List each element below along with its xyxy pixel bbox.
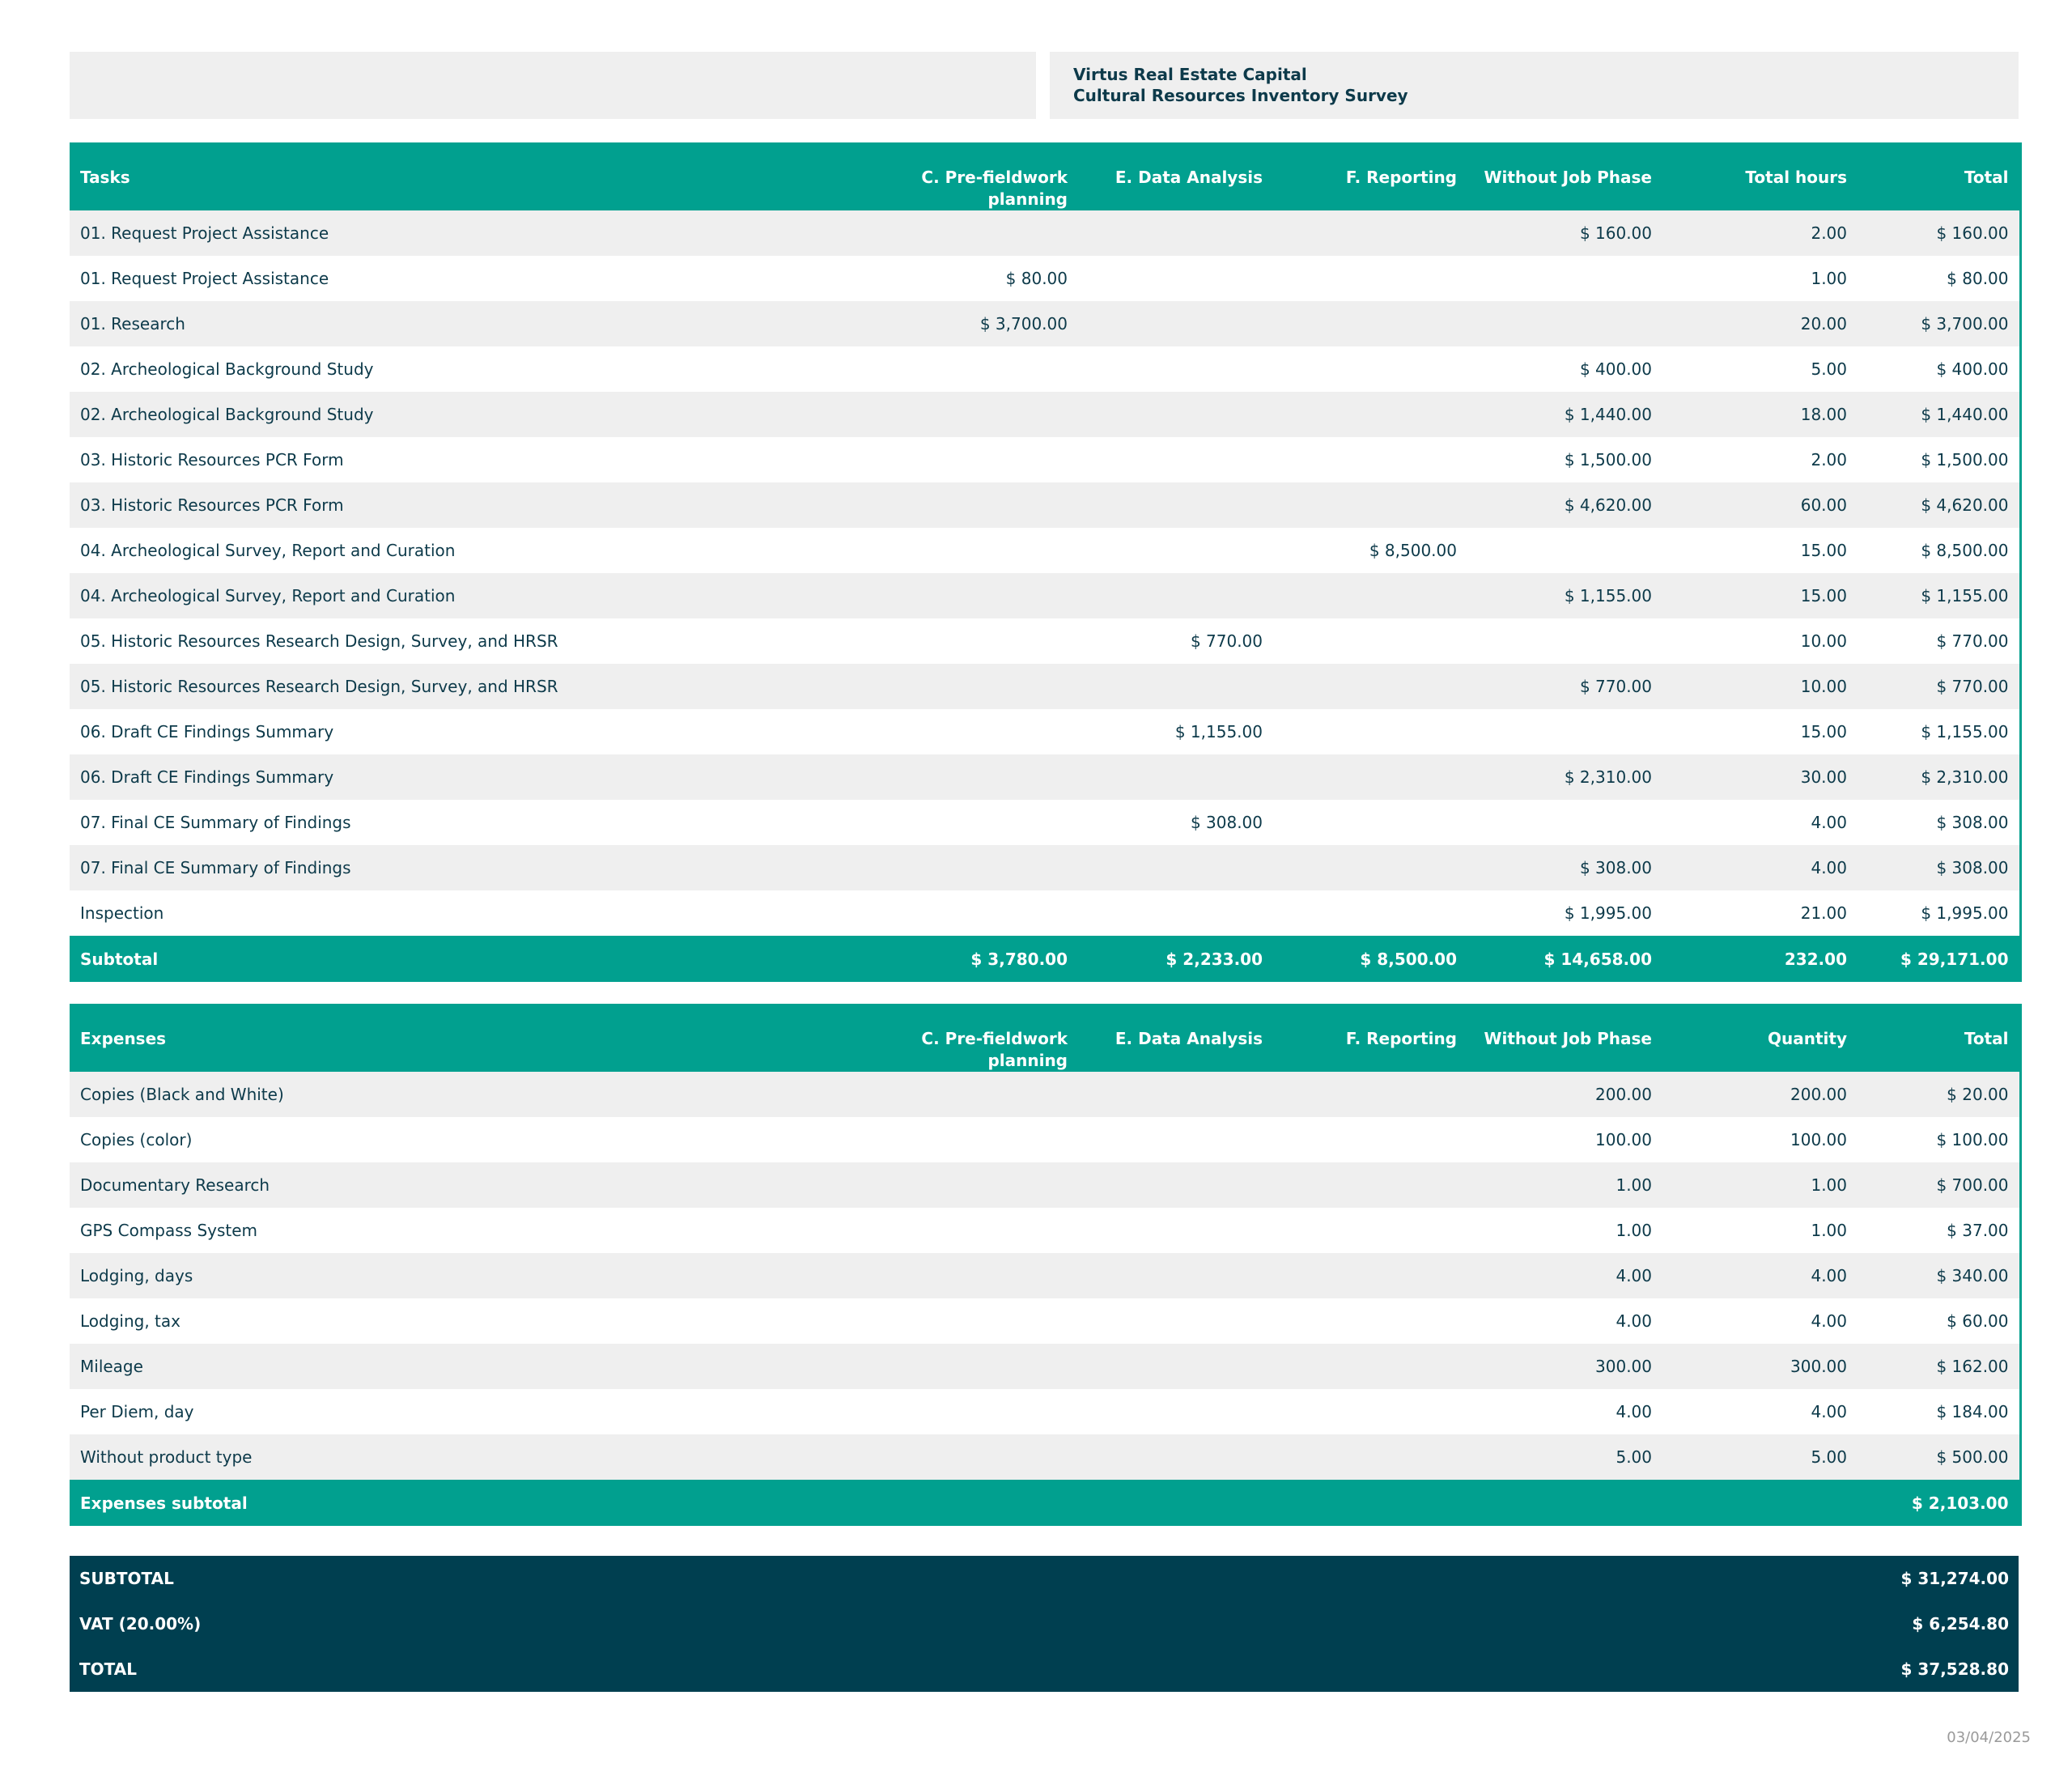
expense-value-cell: 4.00 bbox=[1811, 1402, 1847, 1421]
task-value-cell bbox=[884, 573, 1078, 618]
task-value-cell bbox=[1467, 301, 1662, 346]
task-name-cell: 04. Archeological Survey, Report and Curation bbox=[80, 586, 456, 605]
task-value-cell bbox=[1273, 800, 1467, 845]
task-value-cell: $ 3,700.00 bbox=[1858, 301, 2020, 346]
tasks-header-row bbox=[70, 142, 2020, 210]
expense-value-cell bbox=[1273, 1208, 1467, 1253]
expense-value-cell bbox=[1078, 1253, 1273, 1298]
expenses-table bbox=[70, 1004, 2022, 1526]
expense-value-cell bbox=[884, 1253, 1078, 1298]
task-value-cell bbox=[884, 890, 1078, 936]
expense-name-cell: Without product type bbox=[80, 1447, 253, 1467]
task-name-cell: 03. Historic Resources PCR Form bbox=[80, 495, 344, 515]
task-value-cell: 4.00 bbox=[1811, 858, 1847, 877]
expense-row bbox=[70, 1162, 2020, 1208]
task-value-cell bbox=[884, 528, 1078, 573]
expense-value-cell bbox=[884, 1072, 1078, 1117]
expense-value-cell bbox=[1273, 1162, 1467, 1208]
expense-value-cell bbox=[884, 1162, 1078, 1208]
task-row bbox=[70, 482, 2020, 528]
task-name-cell: Inspection bbox=[80, 903, 164, 923]
expense-value-cell: 4.00 bbox=[1811, 1311, 1847, 1331]
expense-value-cell: 200.00 bbox=[1595, 1085, 1652, 1104]
expense-name-cell: Documentary Research bbox=[80, 1175, 270, 1195]
task-value-cell: $ 160.00 bbox=[1579, 223, 1652, 243]
task-value-cell: $ 1,155.00 bbox=[1564, 586, 1652, 605]
task-row bbox=[70, 301, 2020, 346]
task-value-cell bbox=[884, 664, 1078, 709]
expense-name-cell: Lodging, days bbox=[80, 1266, 193, 1285]
expense-column-header: C. Pre-fieldwork planning bbox=[921, 1029, 1068, 1070]
expense-column-header: F. Reporting bbox=[1345, 1029, 1457, 1048]
task-value-cell: $ 1,500.00 bbox=[1564, 450, 1652, 469]
expense-row bbox=[70, 1253, 2020, 1298]
expenses-body bbox=[70, 1072, 2020, 1480]
expense-column-header: Total bbox=[1858, 1004, 2020, 1072]
task-value-cell bbox=[884, 709, 1078, 754]
expense-row bbox=[70, 1389, 2020, 1434]
task-name-cell: 07. Final CE Summary of Findings bbox=[80, 813, 351, 832]
task-value-cell bbox=[1467, 256, 1662, 301]
expense-row bbox=[70, 1208, 2020, 1253]
task-value-cell: 2.00 bbox=[1811, 223, 1847, 243]
expense-value-cell bbox=[884, 1208, 1078, 1253]
task-value-cell bbox=[884, 618, 1078, 664]
task-column-header: Total hours bbox=[1745, 168, 1847, 187]
expense-value-cell bbox=[884, 1344, 1078, 1389]
task-value-cell: $ 2,310.00 bbox=[1858, 754, 2020, 800]
task-value-cell: $ 1,155.00 bbox=[1174, 722, 1263, 741]
expense-value-cell bbox=[884, 1298, 1078, 1344]
task-value-cell bbox=[884, 800, 1078, 845]
expense-value-cell: 4.00 bbox=[1616, 1311, 1652, 1331]
task-value-cell: $ 308.00 bbox=[1579, 858, 1652, 877]
task-column-header: E. Data Analysis bbox=[1115, 168, 1263, 187]
task-value-cell: 60.00 bbox=[1800, 495, 1847, 515]
task-row bbox=[70, 392, 2020, 437]
task-subtotal-cell: $ 29,171.00 bbox=[1858, 936, 2020, 982]
total-label: TOTAL bbox=[79, 1659, 137, 1679]
tasks-subtotal-row bbox=[70, 936, 2020, 982]
task-value-cell bbox=[1273, 301, 1467, 346]
task-value-cell bbox=[1273, 256, 1467, 301]
task-value-cell: $ 1,155.00 bbox=[1858, 709, 2020, 754]
task-row bbox=[70, 754, 2020, 800]
expense-value-cell: 100.00 bbox=[1790, 1130, 1847, 1149]
task-value-cell bbox=[1078, 210, 1273, 256]
expense-value-cell bbox=[1078, 1298, 1273, 1344]
task-value-cell: 4.00 bbox=[1811, 813, 1847, 832]
task-value-cell bbox=[1078, 301, 1273, 346]
vat-value: $ 6,254.80 bbox=[1912, 1614, 2009, 1634]
task-value-cell: 20.00 bbox=[1800, 314, 1847, 334]
task-value-cell: $ 2,310.00 bbox=[1564, 767, 1652, 787]
task-column-header: F. Reporting bbox=[1345, 168, 1457, 187]
task-row bbox=[70, 890, 2020, 936]
expense-value-cell bbox=[1078, 1072, 1273, 1117]
task-row bbox=[70, 346, 2020, 392]
task-value-cell: 10.00 bbox=[1800, 677, 1847, 696]
expense-name-cell: Copies (Black and White) bbox=[80, 1085, 284, 1104]
expense-value-cell bbox=[1078, 1117, 1273, 1162]
task-subtotal-cell: $ 2,233.00 bbox=[1166, 949, 1263, 969]
expenses-subtotal-row bbox=[70, 1480, 2020, 1526]
expense-value-cell: 4.00 bbox=[1811, 1266, 1847, 1285]
expense-column-header: Expenses bbox=[80, 1029, 167, 1048]
task-value-cell bbox=[1078, 754, 1273, 800]
task-value-cell bbox=[1078, 528, 1273, 573]
expense-value-cell: 300.00 bbox=[1595, 1357, 1652, 1376]
project-info-box bbox=[1050, 52, 2019, 119]
task-value-cell bbox=[1273, 346, 1467, 392]
task-value-cell: $ 400.00 bbox=[1858, 346, 2020, 392]
task-value-cell bbox=[1273, 754, 1467, 800]
task-name-cell: 06. Draft CE Findings Summary bbox=[80, 767, 334, 787]
task-value-cell bbox=[1273, 210, 1467, 256]
expense-subtotal-cell bbox=[1273, 1480, 1467, 1526]
task-value-cell: 1.00 bbox=[1811, 269, 1847, 288]
task-value-cell: $ 1,155.00 bbox=[1858, 573, 2020, 618]
task-value-cell: $ 1,440.00 bbox=[1858, 392, 2020, 437]
task-value-cell: 15.00 bbox=[1800, 541, 1847, 560]
task-value-cell bbox=[884, 392, 1078, 437]
task-value-cell: $ 80.00 bbox=[1005, 269, 1068, 288]
expense-value-cell bbox=[1273, 1253, 1467, 1298]
task-row bbox=[70, 664, 2020, 709]
expense-name-cell: Mileage bbox=[80, 1357, 143, 1376]
expense-value-cell: $ 100.00 bbox=[1858, 1117, 2020, 1162]
expense-subtotal-label: Expenses subtotal bbox=[80, 1493, 248, 1513]
expense-value-cell: 1.00 bbox=[1616, 1221, 1652, 1240]
task-value-cell bbox=[1273, 392, 1467, 437]
grand-subtotal-label: SUBTOTAL bbox=[79, 1569, 174, 1588]
expense-value-cell bbox=[1078, 1162, 1273, 1208]
task-row bbox=[70, 709, 2020, 754]
grand-totals bbox=[70, 1556, 2019, 1692]
task-name-cell: 04. Archeological Survey, Report and Curation bbox=[80, 541, 456, 560]
task-value-cell: $ 308.00 bbox=[1858, 800, 2020, 845]
expense-value-cell: 1.00 bbox=[1811, 1221, 1847, 1240]
expense-row bbox=[70, 1344, 2020, 1389]
expense-value-cell: $ 700.00 bbox=[1858, 1162, 2020, 1208]
expense-value-cell: $ 184.00 bbox=[1858, 1389, 2020, 1434]
task-value-cell bbox=[1078, 573, 1273, 618]
task-value-cell bbox=[884, 754, 1078, 800]
expense-column-header: Quantity bbox=[1768, 1029, 1847, 1048]
tasks-body bbox=[70, 210, 2020, 936]
expense-row bbox=[70, 1434, 2020, 1480]
task-subtotal-cell: $ 8,500.00 bbox=[1360, 949, 1457, 969]
task-value-cell bbox=[1273, 664, 1467, 709]
expense-value-cell: 5.00 bbox=[1811, 1447, 1847, 1467]
total-row bbox=[70, 1646, 2019, 1692]
expense-value-cell bbox=[1273, 1389, 1467, 1434]
client-name: Virtus Real Estate Capital bbox=[1073, 65, 1307, 84]
task-value-cell: 10.00 bbox=[1800, 631, 1847, 651]
expense-value-cell bbox=[884, 1117, 1078, 1162]
expense-value-cell: $ 37.00 bbox=[1858, 1208, 2020, 1253]
task-value-cell: $ 1,995.00 bbox=[1858, 890, 2020, 936]
expense-value-cell bbox=[1273, 1344, 1467, 1389]
task-value-cell bbox=[1078, 482, 1273, 528]
task-value-cell bbox=[1273, 618, 1467, 664]
task-value-cell: 21.00 bbox=[1800, 903, 1847, 923]
task-name-cell: 07. Final CE Summary of Findings bbox=[80, 858, 351, 877]
task-value-cell: $ 770.00 bbox=[1858, 664, 2020, 709]
expense-value-cell: $ 162.00 bbox=[1858, 1344, 2020, 1389]
task-value-cell bbox=[1273, 437, 1467, 482]
grand-subtotal-value: $ 31,274.00 bbox=[1900, 1569, 2009, 1588]
task-value-cell bbox=[1078, 392, 1273, 437]
task-column-header: C. Pre-fieldwork planning bbox=[921, 168, 1068, 209]
expense-value-cell bbox=[1078, 1208, 1273, 1253]
task-value-cell: $ 1,500.00 bbox=[1858, 437, 2020, 482]
expense-value-cell: 100.00 bbox=[1595, 1130, 1652, 1149]
task-row bbox=[70, 800, 2020, 845]
expense-value-cell: 4.00 bbox=[1616, 1402, 1652, 1421]
vat-label: VAT (20.00%) bbox=[79, 1614, 202, 1634]
task-value-cell: $ 160.00 bbox=[1858, 210, 2020, 256]
grand-subtotal-row bbox=[70, 1556, 2019, 1601]
task-value-cell: 15.00 bbox=[1800, 722, 1847, 741]
expense-value-cell: $ 20.00 bbox=[1858, 1072, 2020, 1117]
task-value-cell: $ 1,440.00 bbox=[1564, 405, 1652, 424]
expense-name-cell: Copies (color) bbox=[80, 1130, 193, 1149]
total-value: $ 37,528.80 bbox=[1900, 1659, 2009, 1679]
task-value-cell bbox=[884, 845, 1078, 890]
task-name-cell: 03. Historic Resources PCR Form bbox=[80, 450, 344, 469]
task-value-cell: $ 770.00 bbox=[1190, 631, 1263, 651]
task-value-cell: $ 400.00 bbox=[1579, 359, 1652, 379]
expense-name-cell: Per Diem, day bbox=[80, 1402, 194, 1421]
task-value-cell bbox=[1467, 800, 1662, 845]
expense-value-cell bbox=[1273, 1434, 1467, 1480]
expense-value-cell bbox=[1273, 1117, 1467, 1162]
expense-value-cell: 1.00 bbox=[1616, 1175, 1652, 1195]
task-row bbox=[70, 573, 2020, 618]
task-value-cell bbox=[1078, 890, 1273, 936]
task-value-cell: $ 80.00 bbox=[1858, 256, 2020, 301]
expense-value-cell bbox=[884, 1434, 1078, 1480]
expense-column-header: Without Job Phase bbox=[1484, 1029, 1652, 1048]
task-value-cell: $ 770.00 bbox=[1858, 618, 2020, 664]
task-value-cell bbox=[1273, 573, 1467, 618]
task-value-cell: $ 4,620.00 bbox=[1858, 482, 2020, 528]
task-value-cell: $ 308.00 bbox=[1190, 813, 1263, 832]
task-value-cell bbox=[1078, 437, 1273, 482]
task-column-header: Total bbox=[1858, 142, 2020, 210]
task-value-cell bbox=[1078, 664, 1273, 709]
expense-subtotal-cell bbox=[1467, 1480, 1662, 1526]
task-value-cell: $ 770.00 bbox=[1579, 677, 1652, 696]
task-column-header: Without Job Phase bbox=[1484, 168, 1652, 187]
task-value-cell bbox=[1078, 845, 1273, 890]
expense-value-cell: 300.00 bbox=[1790, 1357, 1847, 1376]
expense-value-cell bbox=[1078, 1344, 1273, 1389]
expense-subtotal-cell: $ 2,103.00 bbox=[1858, 1480, 2020, 1526]
task-value-cell bbox=[1273, 709, 1467, 754]
expense-value-cell: 4.00 bbox=[1616, 1266, 1652, 1285]
task-row bbox=[70, 210, 2020, 256]
vat-row bbox=[70, 1601, 2019, 1646]
expense-value-cell: 1.00 bbox=[1811, 1175, 1847, 1195]
expense-value-cell bbox=[1078, 1434, 1273, 1480]
task-value-cell: 5.00 bbox=[1811, 359, 1847, 379]
expenses-header-row bbox=[70, 1004, 2020, 1072]
task-value-cell bbox=[1467, 709, 1662, 754]
task-name-cell: 05. Historic Resources Research Design, Survey, and HRSR bbox=[80, 677, 558, 696]
task-row bbox=[70, 256, 2020, 301]
task-row bbox=[70, 845, 2020, 890]
task-row bbox=[70, 618, 2020, 664]
task-value-cell bbox=[1078, 346, 1273, 392]
task-value-cell: $ 4,620.00 bbox=[1564, 495, 1652, 515]
expense-row bbox=[70, 1298, 2020, 1344]
expense-subtotal-cell bbox=[1662, 1480, 1858, 1526]
expense-value-cell: $ 500.00 bbox=[1858, 1434, 2020, 1480]
task-value-cell bbox=[884, 437, 1078, 482]
expense-name-cell: GPS Compass System bbox=[80, 1221, 258, 1240]
task-value-cell: $ 1,995.00 bbox=[1564, 903, 1652, 923]
report-header bbox=[70, 52, 2019, 119]
expense-value-cell: $ 340.00 bbox=[1858, 1253, 2020, 1298]
task-value-cell: $ 308.00 bbox=[1858, 845, 2020, 890]
expense-value-cell: 200.00 bbox=[1790, 1085, 1847, 1104]
expense-value-cell bbox=[884, 1389, 1078, 1434]
task-name-cell: 05. Historic Resources Research Design, Survey, and HRSR bbox=[80, 631, 558, 651]
expense-value-cell: $ 60.00 bbox=[1858, 1298, 2020, 1344]
expense-value-cell: 5.00 bbox=[1616, 1447, 1652, 1467]
task-subtotal-cell: $ 3,780.00 bbox=[970, 949, 1068, 969]
task-column-header: Tasks bbox=[80, 168, 130, 187]
task-subtotal-cell: $ 14,658.00 bbox=[1543, 949, 1652, 969]
expense-column-header: E. Data Analysis bbox=[1115, 1029, 1263, 1048]
expense-row bbox=[70, 1072, 2020, 1117]
task-name-cell: 01. Request Project Assistance bbox=[80, 223, 329, 243]
task-value-cell: 2.00 bbox=[1811, 450, 1847, 469]
report-date: 03/04/2025 bbox=[1947, 1729, 2031, 1746]
logo-placeholder bbox=[70, 52, 1036, 119]
task-value-cell: $ 8,500.00 bbox=[1369, 541, 1457, 560]
task-value-cell bbox=[1467, 618, 1662, 664]
expense-subtotal-cell bbox=[884, 1480, 1078, 1526]
task-name-cell: 02. Archeological Background Study bbox=[80, 359, 374, 379]
task-value-cell: $ 8,500.00 bbox=[1858, 528, 2020, 573]
task-value-cell bbox=[1273, 845, 1467, 890]
task-value-cell bbox=[884, 346, 1078, 392]
expense-name-cell: Lodging, tax bbox=[80, 1311, 180, 1331]
task-value-cell: 18.00 bbox=[1800, 405, 1847, 424]
task-name-cell: 01. Research bbox=[80, 314, 185, 334]
task-row bbox=[70, 528, 2020, 573]
task-value-cell: $ 3,700.00 bbox=[979, 314, 1068, 334]
task-name-cell: 01. Request Project Assistance bbox=[80, 269, 329, 288]
expense-value-cell bbox=[1078, 1389, 1273, 1434]
task-name-cell: 06. Draft CE Findings Summary bbox=[80, 722, 334, 741]
project-name: Cultural Resources Inventory Survey bbox=[1073, 86, 1408, 105]
task-value-cell: 15.00 bbox=[1800, 586, 1847, 605]
task-value-cell bbox=[1273, 890, 1467, 936]
task-row bbox=[70, 437, 2020, 482]
task-value-cell: 30.00 bbox=[1800, 767, 1847, 787]
task-subtotal-cell: 232.00 bbox=[1784, 949, 1847, 969]
task-subtotal-label: Subtotal bbox=[80, 949, 159, 969]
tasks-table bbox=[70, 142, 2022, 982]
expense-value-cell bbox=[1273, 1298, 1467, 1344]
task-value-cell bbox=[884, 210, 1078, 256]
task-value-cell bbox=[1078, 256, 1273, 301]
task-value-cell bbox=[1467, 528, 1662, 573]
expense-row bbox=[70, 1117, 2020, 1162]
expense-value-cell bbox=[1273, 1072, 1467, 1117]
expense-subtotal-cell bbox=[1078, 1480, 1273, 1526]
task-name-cell: 02. Archeological Background Study bbox=[80, 405, 374, 424]
task-value-cell bbox=[884, 482, 1078, 528]
task-value-cell bbox=[1273, 482, 1467, 528]
